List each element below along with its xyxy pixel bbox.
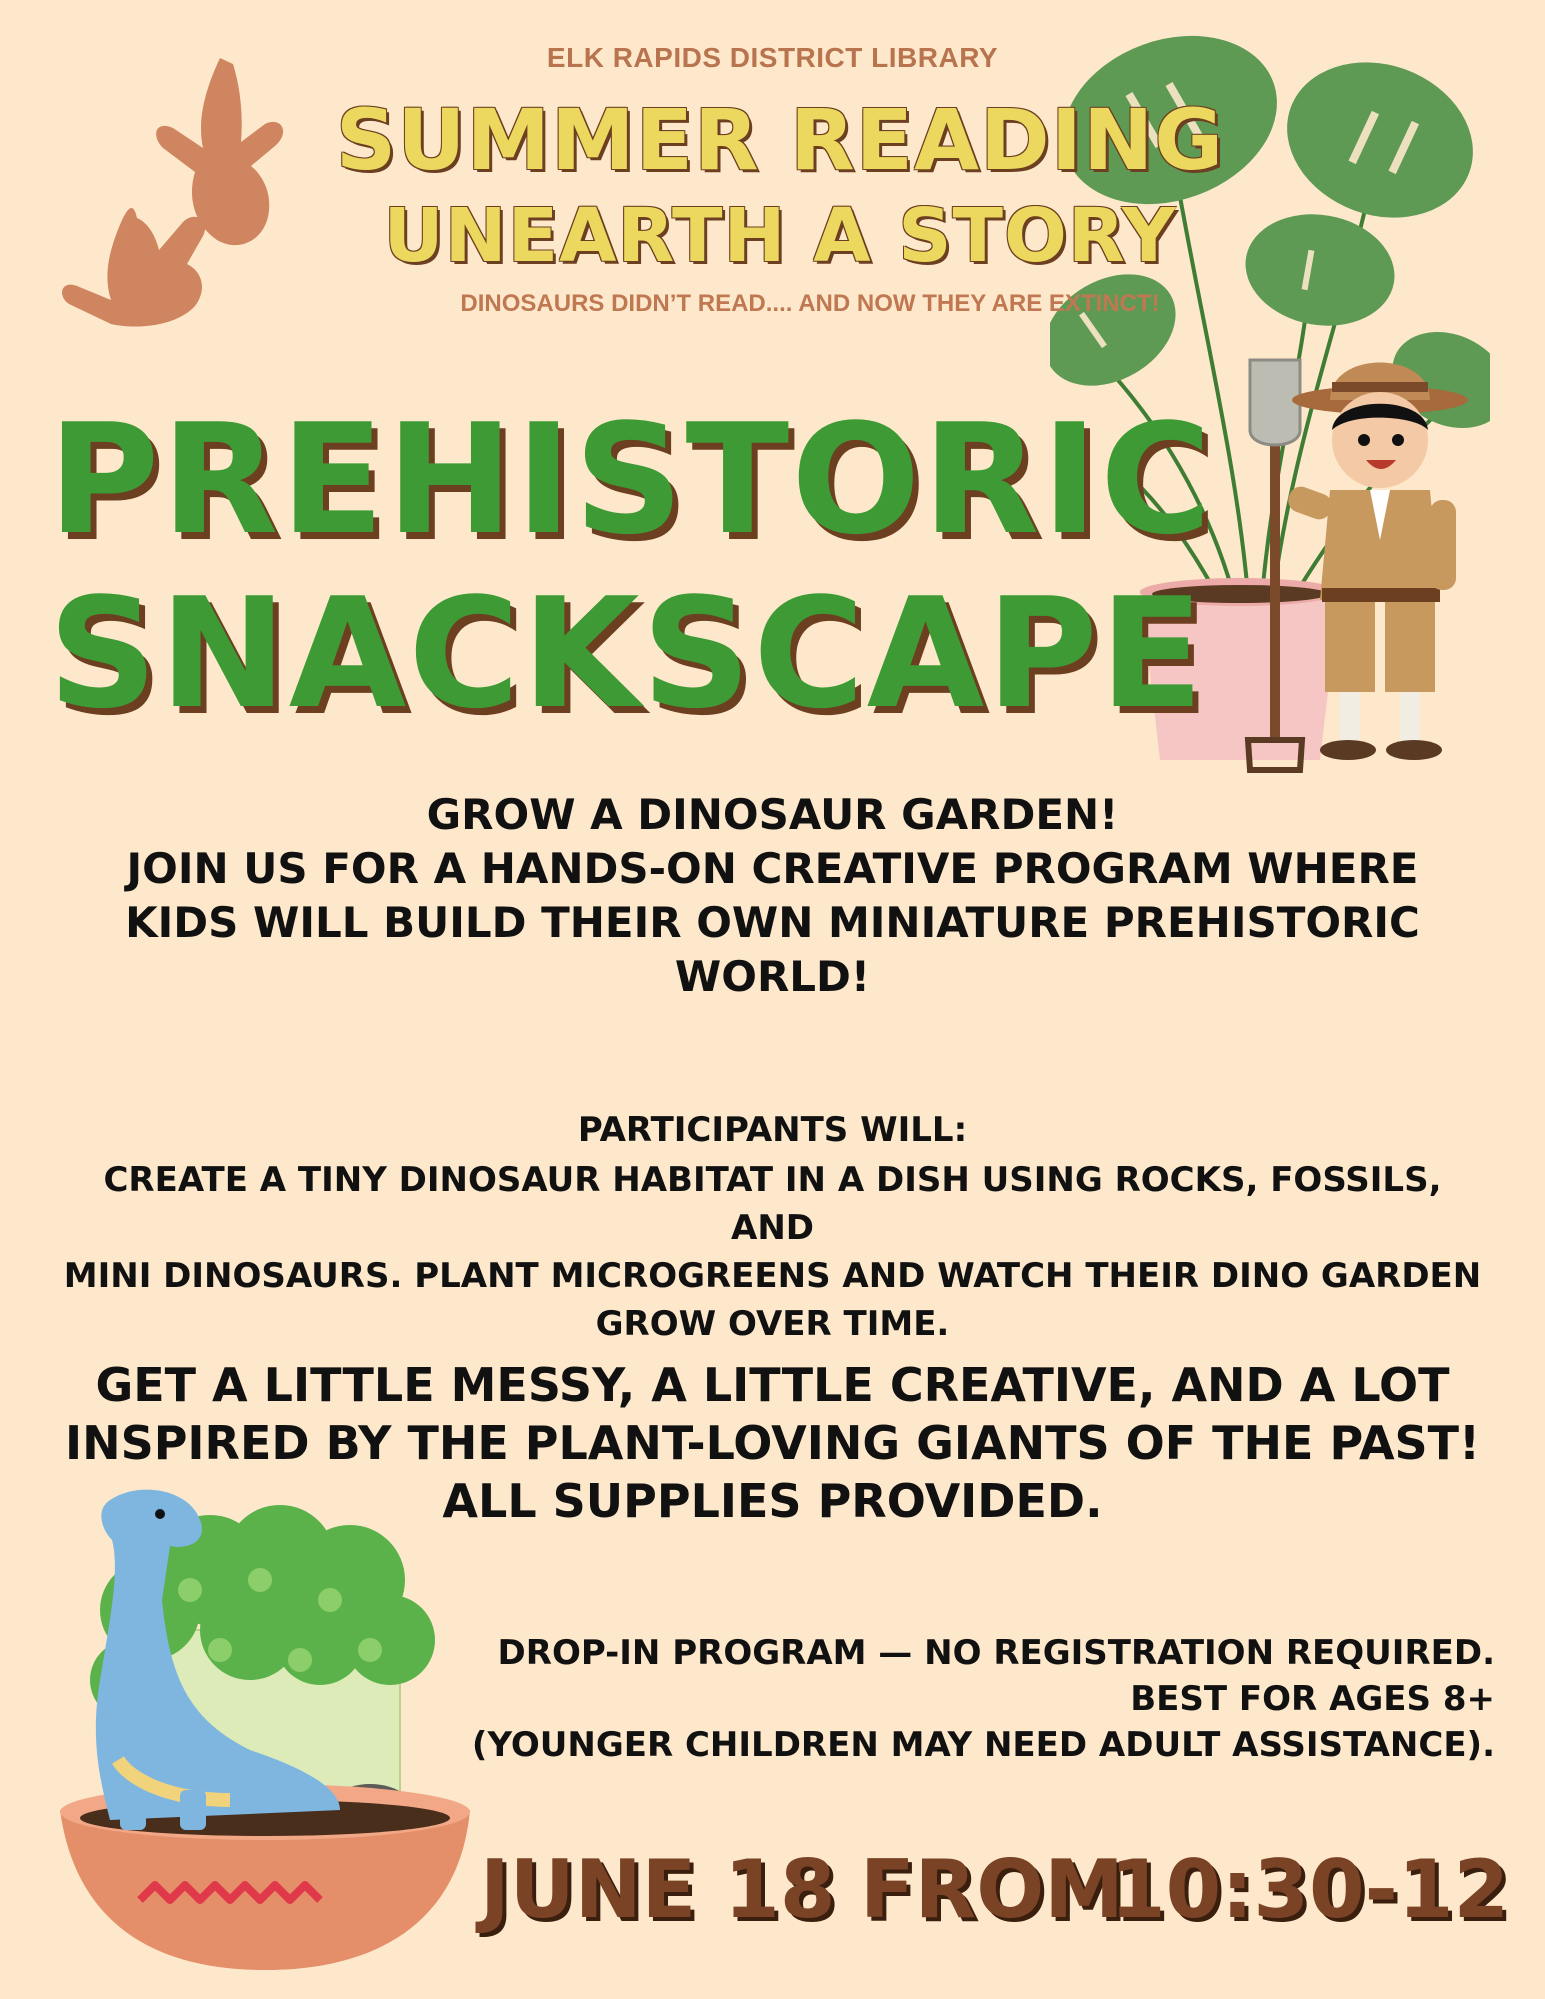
participants-line: CREATE A TINY DINOSAUR HABITAT IN A DISH USING ROCKS, FOSSILS, AND — [103, 1160, 1442, 1248]
intro-paragraph — [60, 788, 1485, 1004]
program-theme: UNEARTH A STORY — [383, 193, 1177, 279]
explorer-boy-illustration — [1200, 340, 1520, 780]
closing-line: ALL SUPPLIES PROVIDED. — [442, 1474, 1103, 1528]
event-title-line-1: PREHISTORIC — [48, 391, 1214, 568]
participants-description — [60, 1156, 1485, 1348]
dinosaur-microgreens-bowl-illustration — [50, 1480, 490, 1980]
closing-line: INSPIRED BY THE PLANT-LOVING GIANTS OF THE PAST! — [64, 1416, 1481, 1470]
details-line: DROP-IN PROGRAM — NO REGISTRATION REQUIRED. — [497, 1633, 1495, 1673]
closing-paragraph — [60, 1356, 1485, 1530]
library-name: ELK RAPIDS DISTRICT LIBRARY — [546, 42, 999, 73]
intro-line: JOIN US FOR A HANDS-ON CREATIVE PROGRAM WHERE — [126, 844, 1419, 893]
program-details — [440, 1630, 1495, 1768]
tagline: DINOSAURS DIDN’T READ.... AND NOW THEY ARE EXTINCT! — [460, 290, 1160, 317]
closing-line: GET A LITTLE MESSY, A LITTLE CREATIVE, AND A LOT — [95, 1358, 1450, 1412]
intro-line: GROW A DINOSAUR GARDEN! — [426, 790, 1119, 839]
event-time: 10:30-12 — [1110, 1843, 1510, 1936]
intro-line: KIDS WILL BUILD THEIR OWN MINIATURE PREHISTORIC — [125, 898, 1420, 947]
participants-heading: PARTICIPANTS WILL: — [577, 1110, 968, 1150]
details-line: (YOUNGER CHILDREN MAY NEED ADULT ASSISTANCE). — [471, 1725, 1495, 1765]
dinosaur-footprint-icon — [55, 50, 295, 330]
details-line: BEST FOR AGES 8+ — [1130, 1679, 1495, 1719]
intro-line: WORLD! — [674, 952, 871, 1001]
event-title-line-2: SNACKSCAPE — [48, 565, 1206, 742]
participants-line: GROW OVER TIME. — [595, 1304, 950, 1344]
participants-line: MINI DINOSAURS. PLANT MICROGREENS AND WATCH THEIR DINO GARDEN — [63, 1256, 1482, 1296]
program-title: SUMMER READING — [335, 91, 1225, 189]
event-date: JUNE 18 — [480, 1843, 836, 1936]
event-from-label: FROM — [860, 1843, 1124, 1936]
